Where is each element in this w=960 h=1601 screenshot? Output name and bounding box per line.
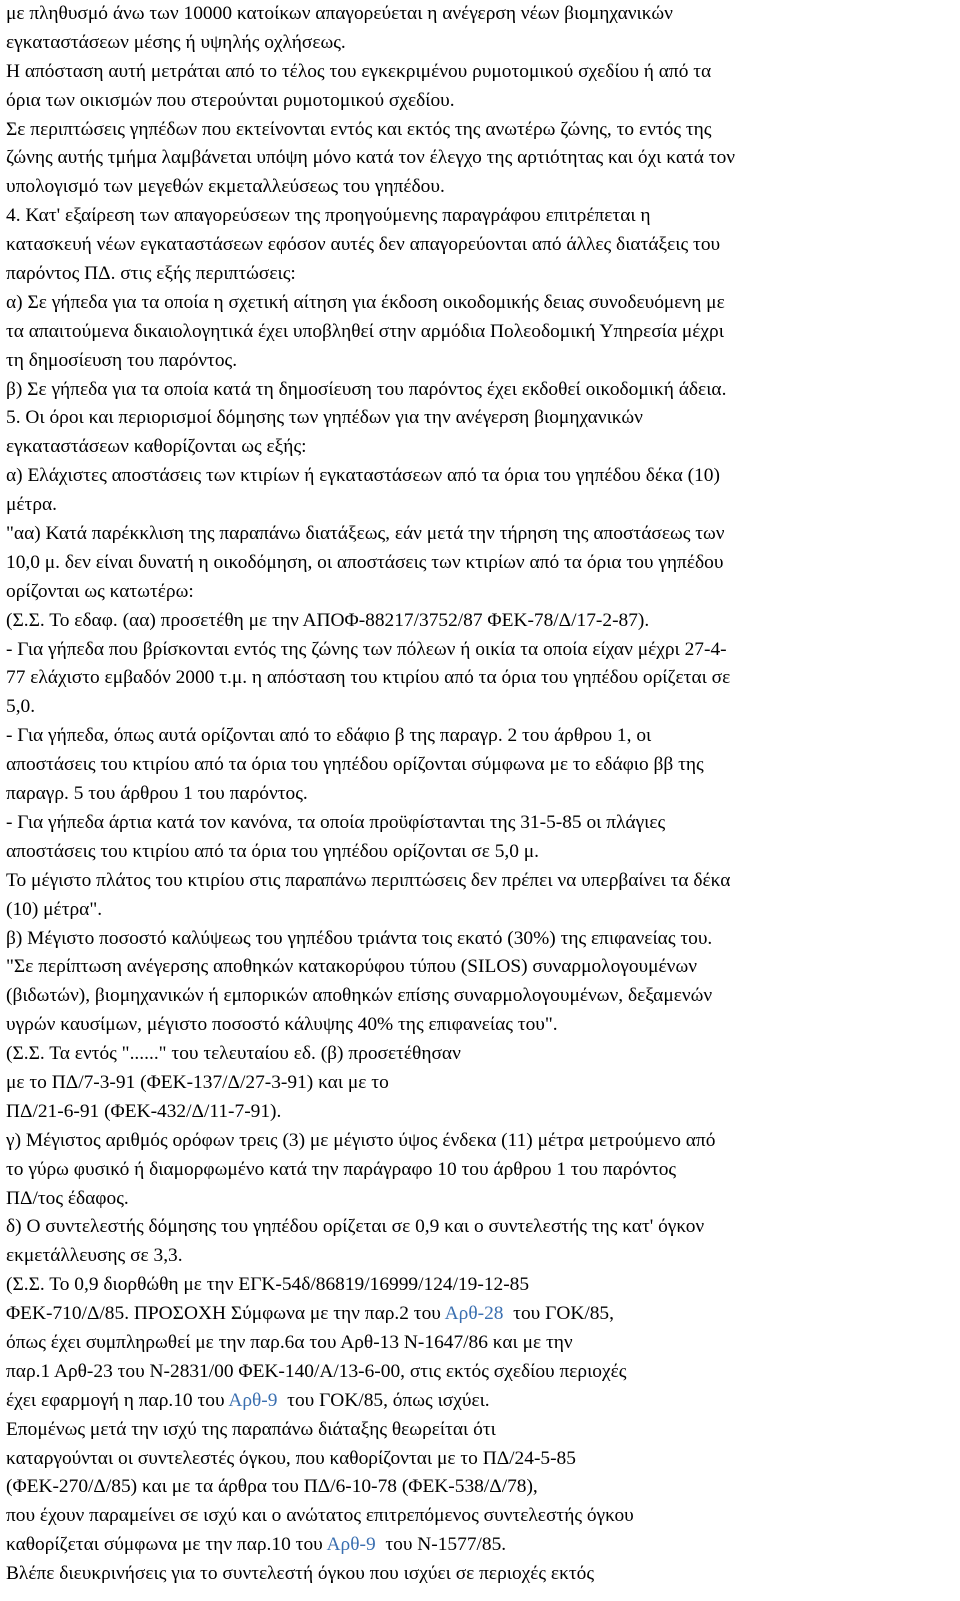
text-line [6,925,956,954]
text-line [6,636,956,665]
text-segment: Σε περιπτώσεις γηπέδων που εκτείνονται εντός και εκτός της ανωτέρω ζώνης, το εντός της [6,118,712,140]
text-segment: Βλέπε διευκρινήσεις για το συντελεστή όγκου που ισχύει σε περιοχές εκτός [6,1563,595,1585]
text-line [6,751,956,780]
text-line [6,29,956,58]
text-line [6,1242,956,1271]
text-segment: έχει εφαρμογή η παρ.10 του [6,1389,229,1411]
text-line [6,838,956,867]
text-line [6,231,956,260]
text-segment: 4. Κατ' εξαίρεση των απαγορεύσεων της προηγούμενης παραγράφου επιτρέπεται η [6,205,651,227]
text-segment: (βιδωτών), βιομηχανικών ή εμπορικών αποθηκών επίσης συναρμολογουμένων, δεξαμενών [6,985,713,1007]
text-line [6,0,956,29]
text-segment: ΦΕΚ-710/Δ/85. ΠΡΟΣΟΧΗ Σύμφωνα με την παρ.2 του [6,1303,445,1325]
text-line [6,722,956,751]
text-segment: κατασκευή νέων εγκαταστάσεων εφόσον αυτές δεν απαγορεύονται από άλλες διατάξεις του [6,234,721,256]
text-segment: γ) Μέγιστος αριθμός ορόφων τρεις (3) με μέγιστο ύψος ένδεκα (11) μέτρα μετρούμενο από [6,1129,716,1151]
text-line [6,1156,956,1185]
text-segment: με το ΠΔ/7-3-91 (ΦΕΚ-137/Δ/27-3-91) και με το [6,1071,389,1093]
text-line [6,1416,956,1445]
text-line [6,433,956,462]
text-line [6,116,956,145]
text-line [6,260,956,289]
text-line [6,289,956,318]
text-segment: (ΦΕΚ-270/Δ/85) και με τα άρθρα του ΠΔ/6-10-78 (ΦΕΚ-538/Δ/78), [6,1476,538,1498]
text-line [6,1271,956,1300]
text-segment: β) Σε γήπεδα για τα οποία κατά τη δημοσίευση του παρόντος έχει εκδοθεί οικοδομική άδεια. [6,378,727,400]
text-line [6,1502,956,1531]
text-line [6,347,956,376]
text-segment: β) Μέγιστο ποσοστό καλύψεως του γηπέδου τριάντα τοις εκατό (30%) της επιφανείας του. [6,927,713,949]
text-line [6,953,956,982]
text-line [6,664,956,693]
text-line [6,404,956,433]
text-segment: μέτρα. [6,494,58,516]
text-line [6,376,956,405]
text-segment: 5. Οι όροι και περιορισμοί δόμησης των γηπέδων για την ανέγερση βιομηχανικών [6,407,643,429]
text-line [6,144,956,173]
text-segment: α) Σε γήπεδα για τα οποία η σχετική αίτηση για έκδοση οικοδομικής δειας συνοδευόμενη με [6,291,725,313]
text-line [6,520,956,549]
text-segment: ζώνης αυτής τμήμα λαμβάνεται υπόψη μόνο κατά τον έλεγχο της αρτιότητας και όχι κατά τον [6,147,736,169]
text-segment: καταργούνται οι συντελεστές όγκου, που καθορίζονται με το ΠΔ/24-5-85 [6,1447,576,1469]
text-segment: δ) Ο συντελεστής δόμησης του γηπέδου ορίζεται σε 0,9 και ο συντελεστής της κατ' όγκον [6,1216,705,1238]
text-segment: που έχουν παραμείνει σε ισχύ και ο ανώτατος επιτρεπόμενος συντελεστής όγκου [6,1505,634,1527]
text-line [6,607,956,636]
text-line [6,1213,956,1242]
text-segment: παρ.1 Αρθ-23 του Ν-2831/00 ΦΕΚ-140/Α/13-6-00, στις εκτός σχεδίου περιοχές [6,1360,627,1382]
text-segment: εγκαταστάσεων μέσης ή υψηλής οχλήσεως. [6,31,346,53]
text-line [6,1300,956,1329]
text-segment: 10,0 μ. δεν είναι δυνατή η οικοδόμηση, οι αποστάσεις των κτιρίων από τα όρια του γηπέδου [6,551,724,573]
text-segment: Το μέγιστο πλάτος του κτιρίου στις παραπάνω περιπτώσεις δεν πρέπει να υπερβαίνει τα δέκα [6,869,731,891]
text-line [6,549,956,578]
text-segment: ΠΔ/21-6-91 (ΦΕΚ-432/Δ/11-7-91). [6,1100,282,1122]
text-segment: Η απόσταση αυτή μετράται από το τέλος του εγκεκριμένου ρυμοτομικού σχεδίου ή από τα [6,60,712,82]
text-line [6,1329,956,1358]
text-line [6,1040,956,1069]
text-segment: 5,0. [6,696,36,718]
text-line [6,867,956,896]
text-line [6,780,956,809]
text-segment: παρόντος ΠΔ. στις εξής περιπτώσεις: [6,263,296,285]
text-segment: (Σ.Σ. Το 0,9 διορθώθη με την ΕΓΚ-54δ/86819/16999/124/19-12-85 [6,1274,530,1296]
text-segment: τα απαιτούμενα δικαιολογητικά έχει υποβληθεί στην αρμόδια Πολεοδομική Υπηρεσία μέχρι [6,320,724,342]
text-line [6,1185,956,1214]
text-line [6,173,956,202]
text-segment: εκμετάλλευσης σε 3,3. [6,1245,183,1267]
text-line [6,87,956,116]
text-line [6,1358,956,1387]
text-segment: όρια των οικισμών που στερούνται ρυμοτομικού σχεδίου. [6,89,455,111]
text-segment: αποστάσεις του κτιρίου από τα όρια του γηπέδου ορίζονται σύμφωνα με το εδάφιο ββ της [6,754,704,776]
text-segment: α) Ελάχιστες αποστάσεις των κτιρίων ή εγκαταστάσεων από τα όρια του γηπέδου δέκα (10) [6,465,720,487]
text-segment: (Σ.Σ. Το εδαφ. (αα) προσετέθη με την ΑΠΟΦ-88217/3752/87 ΦΕΚ-78/Δ/17-2-87). [6,609,650,631]
text-line [6,462,956,491]
text-segment: υγρών καυσίμων, μέγιστο ποσοστό κάλυψης 40% της επιφανείας του". [6,1014,558,1036]
text-segment: "αα) Κατά παρέκκλιση της παραπάνω διατάξεως, εάν μετά την τήρηση της αποστάσεως των [6,523,725,545]
text-segment: αποστάσεις του κτιρίου από τα όρια του γηπέδου ορίζονται σε 5,0 μ. [6,840,540,862]
text-line [6,1011,956,1040]
article-link[interactable]: Αρθ-9 [326,1534,376,1556]
text-segment: - Για γήπεδα, όπως αυτά ορίζονται από το εδάφιο β της παραγρ. 2 του άρθρου 1, οι [6,725,652,747]
text-segment: καθορίζεται σύμφωνα με την παρ.10 του [6,1534,327,1556]
text-segment: του ΓΟΚ/85, όπως ισχύει. [277,1389,490,1411]
text-line [6,1560,956,1589]
text-line [6,1387,956,1416]
text-line [6,318,956,347]
text-segment: του ΓΟΚ/85, [503,1303,614,1325]
article-link[interactable]: Αρθ-28 [444,1303,504,1325]
text-line [6,1098,956,1127]
text-segment: - Για γήπεδα που βρίσκονται εντός της ζώνης των πόλεων ή οικία τα οποία είχαν μέχρι 27-4- [6,638,727,660]
text-line [6,58,956,87]
text-line [6,578,956,607]
text-line [6,1531,956,1560]
text-line [6,1445,956,1474]
article-link[interactable]: Αρθ-9 [228,1389,278,1411]
text-segment: (Σ.Σ. Τα εντός "......" του τελευταίου εδ. (β) προσετέθησαν [6,1043,461,1065]
text-line [6,1069,956,1098]
text-segment: του Ν-1577/85. [375,1534,507,1556]
text-segment: όπως έχει συμπληρωθεί με την παρ.6α του Αρθ-13 Ν-1647/86 και με την [6,1331,573,1353]
text-segment: ΠΔ/τος έδαφος. [6,1187,129,1209]
text-segment: εγκαταστάσεων καθορίζονται ως εξής: [6,436,307,458]
text-segment: Επομένως μετά την ισχύ της παραπάνω διάταξης θεωρείται ότι [6,1418,496,1440]
text-line [6,809,956,838]
text-line [6,491,956,520]
text-segment: το γύρω φυσικό ή διαμορφωμένο κατά την παράγραφο 10 του άρθρου 1 του παρόντος [6,1158,677,1180]
text-segment: τη δημοσίευση του παρόντος. [6,349,238,371]
text-segment: (10) μέτρα". [6,898,103,920]
text-line [6,202,956,231]
text-line [6,693,956,722]
text-line [6,982,956,1011]
text-segment: υπολογισμό των μεγεθών εκμεταλλεύσεως του γηπέδου. [6,176,445,198]
text-segment: ορίζονται ως κατωτέρω: [6,580,194,602]
text-segment: - Για γήπεδα άρτια κατά τον κανόνα, τα οποία προϋφίστανται της 31-5-85 οι πλάγιες [6,811,666,833]
text-line [6,1127,956,1156]
text-segment: 77 ελάχιστο εμβαδόν 2000 τ.μ. η απόσταση του κτιρίου από τα όρια του γηπέδου ορίζεται σε [6,667,731,689]
text-segment: με πληθυσμό άνω των 10000 κατοίκων απαγορεύεται η ανέγερση νέων βιομηχανικών [6,3,673,24]
text-line [6,1473,956,1502]
text-line [6,896,956,925]
text-segment: παραγρ. 5 του άρθρου 1 του παρόντος. [6,783,308,805]
text-segment: "Σε περίπτωση ανέγερσης αποθηκών κατακορύφου τύπου (SILOS) συναρμολογουμένων [6,956,697,978]
